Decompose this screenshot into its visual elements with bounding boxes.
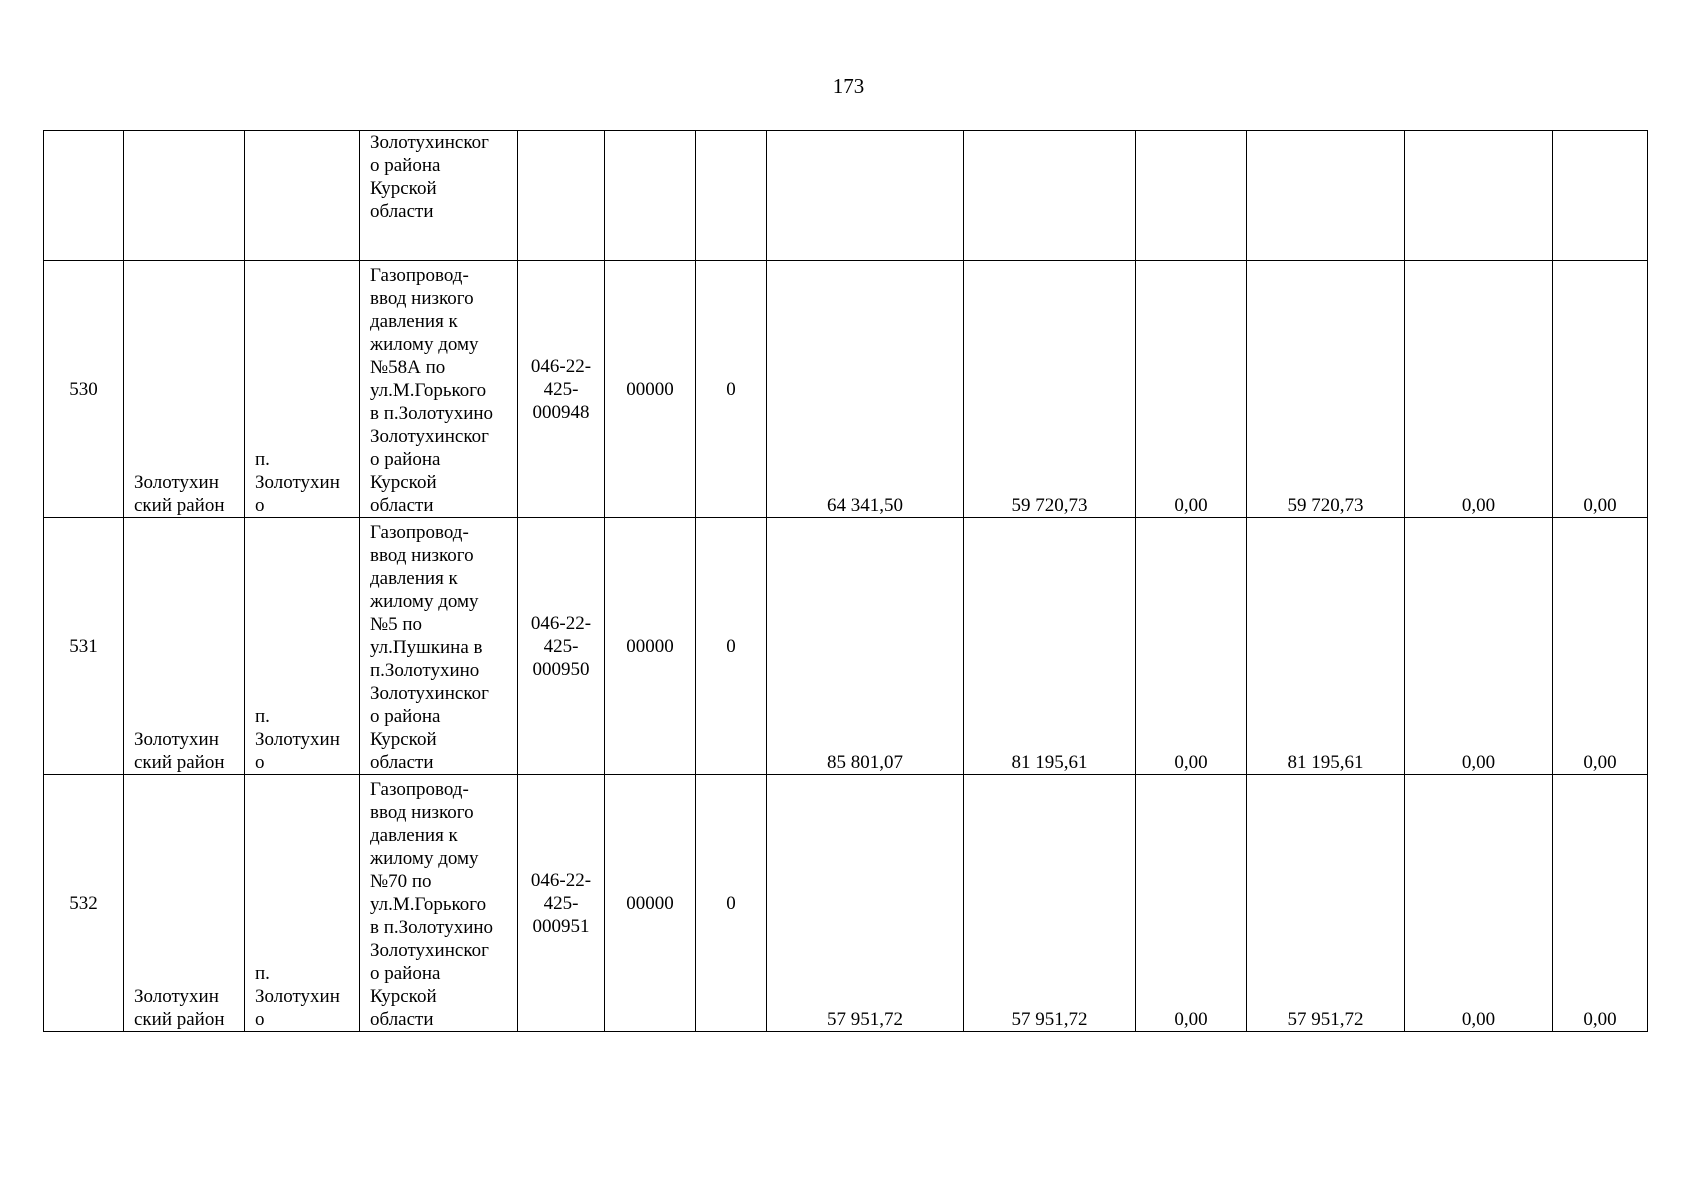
cell-v4: 81 195,61 [1247,518,1405,775]
cell-v1: 57 951,72 [767,775,964,1032]
cell-v4 [1247,131,1405,261]
table-row [44,518,1648,775]
cell-v4: 59 720,73 [1247,261,1405,518]
settlement-text: п. Золотухин о [255,449,340,516]
cell-num [44,131,124,261]
cell-cadastral [518,261,605,518]
cadastral-text: 046-22- 425- 000951 [530,869,592,937]
cell-code2: 0 [696,775,767,1032]
cell-district [124,775,245,1032]
cell-num: 531 [44,518,124,775]
cell-v1: 64 341,50 [767,261,964,518]
table-row-continuation [44,131,1648,261]
cell-v2: 57 951,72 [964,775,1136,1032]
cell-v5: 0,00 [1405,518,1553,775]
cell-settlement [245,261,360,518]
cell-description [360,131,518,261]
cell-code1 [605,131,696,261]
description-text: Газопровод- ввод низкого давления к жилому дому №58А по ул.М.Горького в п.Золотухино Золотухинског о района Курской области [370,265,494,516]
cell-v6: 0,00 [1553,261,1648,518]
district-text: Золотухин ский район [134,472,225,516]
table-row [44,775,1648,1032]
description-text: Золотухинског о района Курской области [370,132,489,222]
cell-v6: 0,00 [1553,518,1648,775]
district-text: Золотухин ский район [134,729,225,773]
cell-code2: 0 [696,261,767,518]
table-row [44,261,1648,518]
cell-v5 [1405,131,1553,261]
cell-v6 [1553,131,1648,261]
page-number: 173 [832,74,865,98]
cell-v2: 81 195,61 [964,518,1136,775]
cell-settlement [245,131,360,261]
settlement-text: п. Золотухин о [255,963,340,1030]
cell-cadastral [518,518,605,775]
cell-description [360,775,518,1032]
cell-v6: 0,00 [1553,775,1648,1032]
cell-v5: 0,00 [1405,261,1553,518]
cell-settlement [245,775,360,1032]
cell-description [360,261,518,518]
cell-v1 [767,131,964,261]
cell-code2: 0 [696,518,767,775]
cell-cadastral [518,131,605,261]
district-text: Золотухин ский район [134,986,225,1030]
property-registry-table [43,130,1648,1032]
description-text: Газопровод- ввод низкого давления к жилому дому №70 по ул.М.Горького в п.Золотухино Золотухинског о района Курской области [370,779,494,1030]
cell-v5: 0,00 [1405,775,1553,1032]
cell-v4: 57 951,72 [1247,775,1405,1032]
cell-district [124,261,245,518]
cell-v2: 59 720,73 [964,261,1136,518]
cell-code1: 00000 [605,261,696,518]
cell-v2 [964,131,1136,261]
cell-v3: 0,00 [1136,261,1247,518]
cell-v3 [1136,131,1247,261]
cell-district [124,131,245,261]
description-text: Газопровод- ввод низкого давления к жилому дому №5 по ул.Пушкина в п.Золотухино Золотухинског о района Курской области [370,522,489,773]
cell-code1: 00000 [605,775,696,1032]
cadastral-text: 046-22- 425- 000950 [530,612,592,680]
cell-settlement [245,518,360,775]
cadastral-text: 046-22- 425- 000948 [530,355,592,423]
cell-code2 [696,131,767,261]
cell-district [124,518,245,775]
cell-num: 530 [44,261,124,518]
cell-description [360,518,518,775]
cell-num: 532 [44,775,124,1032]
cell-v1: 85 801,07 [767,518,964,775]
cell-code1: 00000 [605,518,696,775]
cell-v3: 0,00 [1136,775,1247,1032]
settlement-text: п. Золотухин о [255,706,340,773]
cell-cadastral [518,775,605,1032]
cell-v3: 0,00 [1136,518,1247,775]
